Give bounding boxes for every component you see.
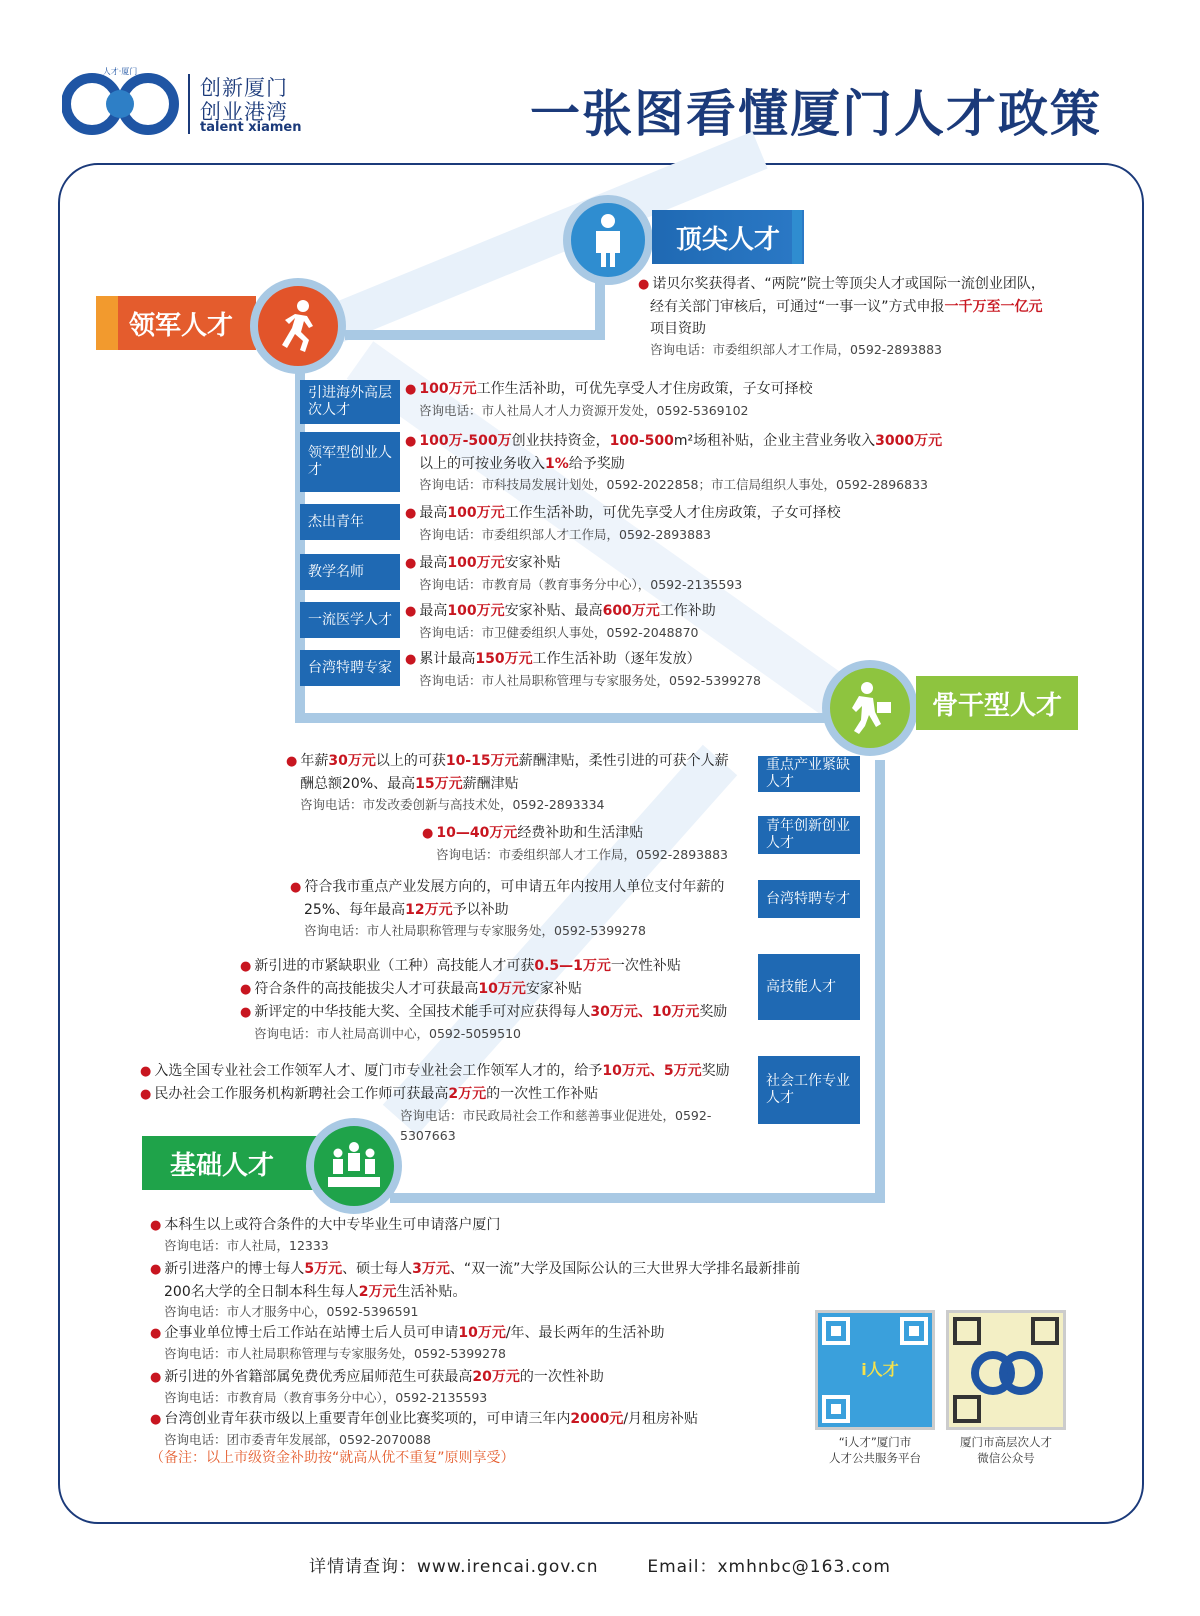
backbone-talent-label: 骨干型人才	[916, 676, 1078, 730]
brand-en: talent xiamen	[200, 120, 302, 135]
basic-item	[150, 1214, 870, 1255]
text-run: 新评定的中华技能大奖、全国技术能手可对应获得每人	[254, 1004, 591, 1020]
text-run: 民办社会工作服务机构新聘社会工作师可获最高	[154, 1086, 449, 1102]
text-run: 的一次性工作补贴	[486, 1086, 599, 1102]
text-run: /年、最长两年的生活补助	[505, 1325, 665, 1341]
bullet-icon: ●	[405, 604, 417, 619]
top-line1: 诺贝尔奖获得者、“两院”院士等顶尖人才或国际一流创业团队，	[652, 276, 1045, 292]
amount-highlight: 10-15万元	[445, 753, 519, 769]
amount-highlight: 10万元	[458, 1325, 506, 1341]
text-run: m²场租补贴，企业主营业务收入	[673, 433, 876, 449]
basic-talent-label-text: 基础人才	[169, 1150, 274, 1181]
bullet-icon: ●	[140, 1087, 152, 1102]
amount-highlight: 100万元	[447, 505, 505, 521]
bullet-icon: ●	[150, 1218, 162, 1233]
text-run: 最高	[419, 555, 448, 571]
leading-talent-label-text: 领军人才	[128, 310, 233, 341]
brand-line-1: 创新厦门	[200, 76, 288, 100]
top-contact: 咨询电话：市委组织部人才工作局，0592-2893883	[650, 342, 942, 357]
text-run: 生活补贴。	[396, 1284, 467, 1300]
amount-highlight: 150万元	[475, 651, 533, 667]
text-run: 符合我市重点产业发展方向的，可申请五年内按用人单位支付年薪的	[304, 879, 725, 895]
irencai-qr-caption	[805, 1434, 945, 1466]
backbone-category-item	[286, 750, 756, 815]
text-run: 安家补贴	[525, 981, 582, 997]
bullet-icon: ●	[240, 959, 252, 974]
text-run: 酬总额20%、最高	[300, 776, 416, 792]
backbone-category-item	[240, 955, 760, 1044]
briefcase-runner-icon	[845, 680, 895, 736]
leading-category-tag: 引进海外高层次人才	[300, 380, 400, 424]
text-run: 台湾创业青年获市级以上重要青年创业比赛奖项的，可申请三年内	[164, 1411, 571, 1427]
bullet-icon: ●	[290, 880, 302, 895]
amount-highlight: 10万元、5万元	[602, 1063, 702, 1079]
contact-line: 咨询电话：市教育局（教育事务分中心），0592-2135593	[419, 577, 743, 592]
basic-item	[150, 1258, 870, 1321]
contact-line: 咨询电话：市人社局职称管理与专家服务处，0592-5399278	[419, 673, 761, 688]
amount-highlight: 10—40万元	[436, 825, 518, 841]
text-run: 200名大学的全日制本科生每人	[164, 1284, 359, 1300]
text-run: 的一次性补助	[519, 1369, 604, 1385]
wechat-qr-caption	[936, 1434, 1076, 1466]
top-talent-label-accent	[792, 210, 802, 264]
text-run: 薪酬津贴	[462, 776, 519, 792]
bullet-icon: ●	[150, 1262, 162, 1277]
basic-talent-badge	[306, 1118, 402, 1214]
text-run: 一次性补贴	[610, 958, 681, 974]
text-run: 新引进的市紧缺职业（工种）高技能人才可获	[254, 958, 535, 974]
amount-highlight: 10万元	[478, 981, 526, 997]
text-run: 最高	[419, 603, 448, 619]
wechat-caption-1: 厦门市高层次人才	[960, 1435, 1052, 1449]
backbone-category-tag: 台湾特聘专才	[758, 880, 860, 918]
email-label: Email：	[647, 1557, 718, 1577]
top-line2: 经有关部门审核后，可通过“一事一议”方式申报	[650, 299, 945, 315]
contact-line: 咨询电话：市发改委创新与高技术处，0592-2893334	[300, 797, 605, 812]
bullet-icon: ●	[150, 1412, 162, 1427]
email-link[interactable]: xmhnbc@163.com	[717, 1557, 891, 1577]
logo-small-text: 人才·厦门	[102, 67, 138, 76]
amount-highlight: 100万元	[447, 603, 505, 619]
backbone-category-item	[290, 876, 760, 941]
amount-highlight: 20万元	[472, 1369, 520, 1385]
leading-talent-badge	[250, 278, 346, 374]
bullet-icon: ●	[405, 382, 417, 397]
bullet-icon: ●	[140, 1064, 152, 1079]
top-line3: 项目资助	[650, 321, 706, 337]
text-run: 以上的可获	[375, 753, 446, 769]
top-talent-label: 顶尖人才	[652, 210, 804, 264]
website-label: 详情请查询：	[309, 1557, 418, 1577]
contact-line: 咨询电话：市教育局（教育事务分中心），0592-2135593	[164, 1390, 488, 1405]
text-run: 累计最高	[419, 651, 476, 667]
backbone-category-tag: 社会工作专业人才	[758, 1056, 860, 1124]
text-run: 予以补助	[452, 902, 509, 918]
contact-line: 咨询电话：市人社局人才人力资源开发处，0592-5369102	[419, 403, 749, 418]
backbone-category-item	[422, 822, 762, 865]
text-run: 年薪	[300, 753, 329, 769]
text-run: 新引进落户的博士每人	[164, 1261, 305, 1277]
irencai-caption-1: “i人才”厦门市	[838, 1435, 912, 1449]
text-run: 25%、每年最高	[304, 902, 406, 918]
leading-category-item	[405, 552, 995, 595]
text-run: 符合条件的高技能拔尖人才可获最高	[254, 981, 479, 997]
irencai-qr-code[interactable]	[815, 1310, 935, 1430]
amount-highlight: 100万元	[419, 381, 477, 397]
wechat-caption-2: 微信公众号	[977, 1451, 1035, 1465]
top-talent-badge	[563, 195, 653, 285]
text-run: 薪酬津贴，柔性引进的可获个人薪	[518, 753, 729, 769]
bullet-icon: ●	[150, 1326, 162, 1341]
amount-highlight: 30万元	[328, 753, 376, 769]
text-run: 以上的可按业务收入	[419, 456, 545, 472]
text-run: 、“双一流”大学及国际公认的三大世界大学排名最新排前	[449, 1261, 801, 1277]
backbone-category-tag: 重点产业紧缺人才	[758, 756, 860, 792]
amount-highlight: 3000万元	[875, 433, 943, 449]
bullet-icon: ●	[286, 754, 298, 769]
footer-contact	[0, 1552, 1200, 1577]
contact-line: 咨询电话：市卫健委组织人事处，0592-2048870	[419, 625, 699, 640]
qr-code-icon	[818, 1313, 932, 1427]
leading-talent-label	[96, 296, 256, 350]
businessman-icon	[590, 213, 626, 267]
bullet-icon: ●	[150, 1370, 162, 1385]
bullet-icon: ●	[422, 826, 434, 841]
amount-highlight: 2万元	[358, 1284, 397, 1300]
contact-line: 咨询电话：市科技局发展计划处，0592-2022858；市工信局组织人事处，0592-2896833	[419, 477, 928, 492]
contact-line: 咨询电话：团市委青年发展部，0592-2070088	[164, 1432, 431, 1447]
text-run: 经费补助和生活津贴	[517, 825, 644, 841]
bullet-icon: ●	[405, 556, 417, 571]
leading-category-tag: 教学名师	[300, 554, 400, 590]
runner-icon	[273, 298, 323, 354]
bullet-icon: ●	[405, 506, 417, 521]
amount-highlight: 2万元	[448, 1086, 487, 1102]
backbone-category-item	[140, 1060, 760, 1146]
amount-highlight: 15万元	[415, 776, 463, 792]
contact-line: 咨询电话：市人社局高训中心，0592-5059510	[254, 1026, 521, 1041]
amount-highlight: 600万元	[602, 603, 660, 619]
text-run: 最高	[419, 505, 448, 521]
backbone-category-tag: 高技能人才	[758, 954, 860, 1020]
leading-category-tag: 一流医学人才	[300, 602, 400, 638]
text-run: 工作生活补助（逐年发放）	[532, 651, 701, 667]
page-title: 一张图看懂厦门人才政策	[530, 84, 1102, 143]
backbone-category-tag: 青年创新创业人才	[758, 816, 860, 854]
team-podium-icon	[326, 1141, 382, 1191]
basic-item	[150, 1408, 870, 1449]
text-run: 安家补贴、最高	[504, 603, 603, 619]
basic-item	[150, 1322, 870, 1363]
leading-category-item	[405, 378, 995, 421]
contact-line: 咨询电话：市人社局，12333	[164, 1238, 329, 1253]
leading-category-tag: 杰出青年	[300, 504, 400, 540]
top-talent-text: ● 诺贝尔奖获得者、“两院”院士等顶尖人才或国际一流创业团队， 经有关部门审核后，可通过“一事一议”方式申报一千万至一亿元 项目资助 咨询电话：市委组织部人才工作局，0592-2893883	[638, 273, 1098, 360]
amount-highlight: 0.5—1万元	[534, 958, 611, 974]
text-run: 创业扶持资金，	[511, 433, 610, 449]
brand-line-2: 创业港湾	[200, 100, 288, 124]
leading-category-item	[405, 502, 995, 545]
bullet-icon: ●	[240, 982, 252, 997]
amount-highlight: 30万元、10万元	[590, 1004, 700, 1020]
leading-category-item	[405, 430, 995, 495]
leading-category-tag: 台湾特聘专家	[300, 650, 400, 686]
text-run: 工作生活补助，可优先享受人才住房政策，子女可择校	[476, 381, 813, 397]
top-line2-amount: 一千万至一亿元	[944, 299, 1043, 315]
text-run: 奖励	[699, 1004, 728, 1020]
irencai-caption-2: 人才公共服务平台	[829, 1451, 921, 1465]
text-run: 新引进的外省籍部属免费优秀应届师范生可获最高	[164, 1369, 473, 1385]
leading-category-item	[405, 600, 995, 643]
wechat-qr-code[interactable]	[946, 1310, 1066, 1430]
basic-talent-label	[142, 1136, 332, 1190]
qr-code-icon	[949, 1313, 1063, 1427]
contact-line: 咨询电话：市委组织部人才工作局，0592-2893883	[419, 527, 711, 542]
irencai-badge: i人才	[861, 1360, 899, 1379]
contact-line: 咨询电话：市人才服务中心，0592-5396591	[164, 1304, 419, 1319]
text-run: 入选全国专业社会工作领军人才、厦门市专业社会工作领军人才的，给予	[154, 1063, 603, 1079]
contact-line: 咨询电话：市民政局社会工作和慈善事业促进处，0592-5307663	[400, 1108, 712, 1143]
amount-highlight: 3万元	[412, 1261, 450, 1277]
text-run: 本科生以上或符合条件的大中专毕业生可申请落户厦门	[164, 1217, 501, 1233]
text-run: 企事业单位博士后工作站在站博士后人员可申请	[164, 1325, 459, 1341]
text-run: 工作生活补助，可优先享受人才住房政策，子女可择校	[504, 505, 841, 521]
amount-highlight: 12万元	[405, 902, 453, 918]
contact-line: 咨询电话：市委组织部人才工作局，0592-2893883	[436, 847, 728, 862]
backbone-talent-badge	[822, 660, 918, 756]
website-link[interactable]: www.irencai.gov.cn	[417, 1557, 599, 1577]
amount-highlight: 100万元	[447, 555, 505, 571]
text-run: /月租房补贴	[623, 1411, 699, 1427]
amount-highlight: 100万-500万	[419, 433, 512, 449]
text-run: 给予奖励	[568, 456, 625, 472]
bullet-icon: ●	[405, 652, 417, 667]
contact-line: 咨询电话：市人社局职称管理与专家服务处，0592-5399278	[164, 1346, 506, 1361]
amount-highlight: 5万元	[304, 1261, 343, 1277]
basic-item	[150, 1366, 870, 1407]
amount-highlight: 1%	[545, 456, 569, 472]
basic-note: （备注：以上市级资金补助按“就高从优不重复”原则享受）	[150, 1450, 515, 1466]
bullet-icon: ●	[405, 434, 417, 449]
amount-highlight: 100-500	[609, 433, 674, 449]
text-run: 、硕士每人	[342, 1261, 413, 1277]
bullet-icon: ●	[240, 1005, 252, 1020]
text-run: 安家补贴	[504, 555, 561, 571]
leading-category-tag: 领军型创业人才	[300, 432, 400, 492]
text-run: 奖励	[701, 1063, 730, 1079]
text-run: 工作补助	[659, 603, 716, 619]
amount-highlight: 2000元	[570, 1411, 624, 1427]
contact-line: 咨询电话：市人社局职称管理与专家服务处，0592-5399278	[304, 923, 646, 938]
